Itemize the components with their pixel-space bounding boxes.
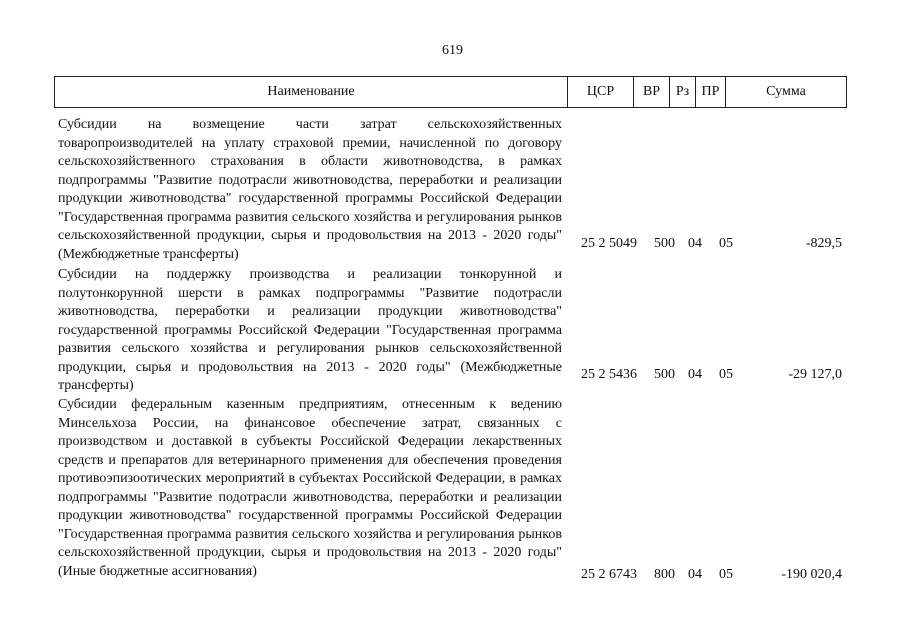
header-vr: ВР bbox=[634, 77, 670, 108]
row-sum: -29 127,0 bbox=[788, 367, 842, 382]
header-sum: Сумма bbox=[726, 77, 847, 108]
row-csr: 25 2 6743 bbox=[581, 567, 637, 582]
row-vr: 800 bbox=[654, 567, 675, 582]
header-pr: ПР bbox=[696, 77, 726, 108]
row-description: Субсидии на поддержку производства и реализации тонкорунной и полутонкорунной шерсти в рамках подпрограммы "Развитие подотрасли животноводства, переработки и реализации продукции животноводства" государственной программы Российской Федерации "Государственная программа развития сельского хозяйства и регулирования рынков сельскохозяйственной продукции, сырья и продовольствия на 2013 - 2020 годы" (Межбюджетные трансферты) bbox=[58, 267, 562, 393]
header-rz: Рз bbox=[670, 77, 696, 108]
table-row bbox=[58, 266, 850, 393]
row-csr: 25 2 5049 bbox=[581, 236, 637, 251]
row-rz: 04 bbox=[688, 236, 702, 251]
row-rz: 04 bbox=[688, 367, 702, 382]
table-row bbox=[58, 396, 850, 596]
row-pr: 05 bbox=[719, 367, 733, 382]
page-number: 619 bbox=[442, 43, 463, 58]
row-description: Субсидии на возмещение части затрат сельскохозяйственных товаропроизводителей на уплату страховой премии, начисленной по договору сельскохозяйственного страхования в области животноводства, в рамках подпрограммы "Развитие подотрасли животноводства, переработки и реализации продукции животноводства" государственной программы Российской Федерации "Государственная программа развития сельского хозяйства и регулирования рынков сельскохозяйственной продукции, сырья и продовольствия на 2013 - 2020 годы" (Межбюджетные трансферты) bbox=[58, 117, 562, 262]
row-description: Субсидии федеральным казенным предприятиям, отнесенным к ведению Минсельхоза России, на финансовое обеспечение затрат, связанных с производством и доставкой в субъекты Российской Федерации лекарственных средств и препаратов для ветеринарного применения для обеспечения проведения противоэпизоотических мероприятий в субъектах Российской Федерации, в рамках подпрограммы "Развитие подотрасли животноводства, переработки и реализации продукции животноводства" государственной программы Российской Федерации "Государственная программа развития сельского хозяйства и регулирования рынков сельскохозяйственной продукции, сырья и продовольствия на 2013 - 2020 годы" (Иные бюджетные ассигнования) bbox=[58, 397, 562, 579]
row-sum: -190 020,4 bbox=[781, 567, 842, 582]
row-csr: 25 2 5436 bbox=[581, 367, 637, 382]
table-row bbox=[58, 116, 850, 262]
row-sum: -829,5 bbox=[805, 236, 842, 251]
row-vr: 500 bbox=[654, 367, 675, 382]
row-vr: 500 bbox=[654, 236, 675, 251]
row-pr: 05 bbox=[719, 236, 733, 251]
table-header bbox=[54, 76, 847, 108]
row-rz: 04 bbox=[688, 567, 702, 582]
row-pr: 05 bbox=[719, 567, 733, 582]
header-name: Наименование bbox=[55, 77, 568, 108]
header-csr: ЦСР bbox=[568, 77, 634, 108]
